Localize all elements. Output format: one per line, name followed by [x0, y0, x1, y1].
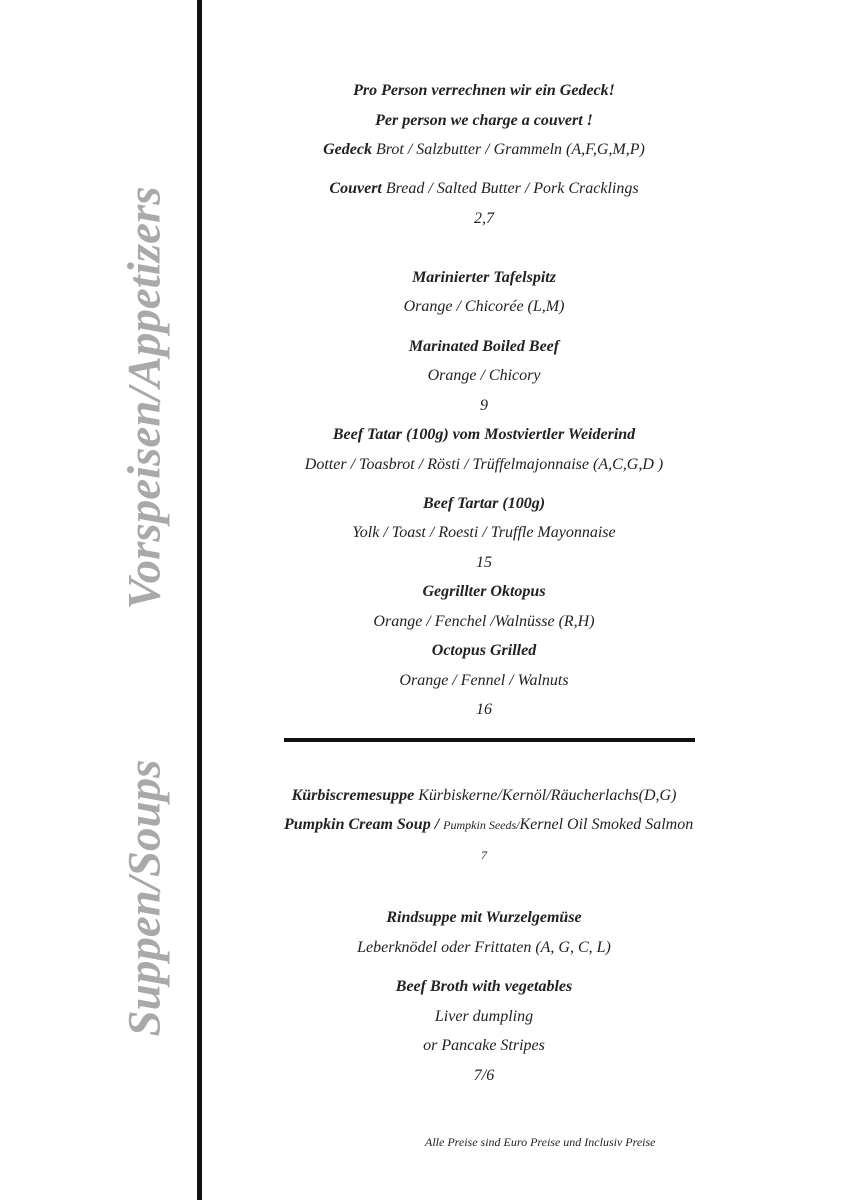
dish-desc-de: Orange / Chicorée (L,M) [403, 298, 565, 315]
dish-name-en: Marinated Boiled Beef [408, 338, 560, 355]
soup-name-en: Pumpkin Cream Soup / [284, 816, 440, 833]
dish-price: 15 [476, 554, 492, 571]
soup-line-en [284, 815, 694, 835]
price-footnote: Alle Preise sind Euro Preise und Inclusiv Preise [425, 1135, 656, 1149]
soup-line-de [284, 786, 684, 806]
soup-name-de: Kürbiscremesuppe [291, 787, 415, 804]
dish-name-en: Octopus Grilled [431, 642, 537, 659]
dish-name-de: Marinierter Tafelspitz [412, 269, 556, 286]
dish-name-de: Beef Tatar (100g) vom Mostviertler Weiderind [332, 426, 636, 443]
soup-desc-en: Kernel Oil Smoked Salmon [519, 816, 694, 833]
dish-desc-de: Dotter / Toasbrot / Rösti / Trüffelmajonnaise (A,C,G,D ) [304, 456, 664, 473]
soup-name-de: Rindsuppe mit Wurzelgemüse [386, 909, 582, 926]
couvert-line-de [284, 140, 684, 160]
dish-name-de: Gegrillter Oktopus [422, 583, 546, 600]
couvert-desc-de: Brot / Salzbutter / Grammeln (A,F,G,M,P) [375, 141, 645, 158]
soup-desc-de: Leberknödel oder Frittaten (A, G, C, L) [357, 939, 611, 956]
soup-desc-en: or Pancake Stripes [423, 1037, 545, 1054]
soups-section-title: Suppen/Soups [118, 759, 171, 1037]
soup-desc-de: Kürbiskerne/Kernöl/Räucherlachs(D,G) [418, 787, 677, 804]
couvert-price: 2,7 [474, 210, 494, 227]
appetizers-section-title: Vorspeisen/Appetizers [118, 186, 171, 610]
couvert-notice-en: Per person we charge a couvert ! [375, 112, 593, 129]
soup-price: 7 [481, 848, 487, 862]
couvert-notice-de: Pro Person verrechnen wir ein Gedeck! [353, 82, 615, 99]
soup-name-en: Beef Broth with vegetables [395, 978, 573, 995]
dish-desc-en: Yolk / Toast / Roesti / Truffle Mayonnaise [352, 524, 616, 541]
dish-price: 9 [480, 397, 488, 414]
couvert-line-en [284, 179, 684, 199]
section-divider [284, 738, 695, 742]
dish-price: 16 [476, 701, 492, 718]
dish-desc-de: Orange / Fenchel /Walnüsse (R,H) [373, 613, 595, 630]
soup-desc-en-small: Pumpkin Seeds/ [443, 818, 520, 832]
couvert-name-de: Gedeck [323, 141, 372, 158]
soup-price: 7/6 [473, 1067, 495, 1084]
soup-desc-en: Liver dumpling [434, 1008, 534, 1025]
dish-desc-en: Orange / Chicory [427, 367, 541, 384]
dish-name-en: Beef Tartar (100g) [422, 495, 546, 512]
couvert-name-en: Couvert [329, 180, 382, 197]
dish-desc-en: Orange / Fennel / Walnuts [399, 672, 569, 689]
vertical-rule [197, 0, 202, 1200]
couvert-desc-en: Bread / Salted Butter / Pork Cracklings [385, 180, 639, 197]
